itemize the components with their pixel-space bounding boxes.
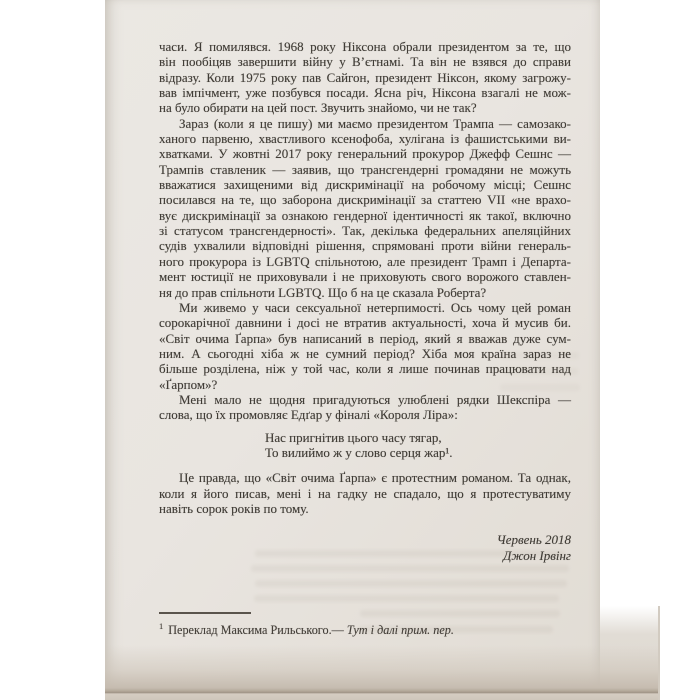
text-column — [159, 39, 571, 563]
text-line: Мені мало не щодня пригадуються улюблені рядки Шекспіра — — [179, 391, 571, 407]
signature-block — [159, 532, 571, 563]
text-line: мент юстиції не приховували і не приховують свого ворожого ставлен- — [159, 269, 571, 285]
verse-line: То вилиймо ж у слово серця жар¹. — [265, 444, 453, 460]
page-bottom-edge — [105, 645, 658, 700]
text-line: він пообіцяв завершити війну у В’єтнамі. Та він не взявся до справи — [159, 54, 571, 70]
text-line: Трампів ставленик — заявив, що трансгендерні громадяни не можуть — [159, 161, 571, 177]
footnote-rule — [159, 612, 251, 614]
verso-showthrough — [251, 565, 569, 572]
footnote-line — [159, 619, 571, 638]
footnote-citation: Переклад Максима Рильського.— — [168, 623, 347, 638]
text-line: Зараз (коли я це пишу) ми маємо президентом Трампа — самозако- — [179, 115, 571, 131]
body-blocks — [159, 39, 571, 516]
book-page — [105, 0, 600, 700]
verse-quote — [265, 430, 571, 461]
footnote-marker: 1 — [159, 621, 164, 631]
text-line: посилався на те, що заборона дискримінації за статтею VII «не врахо- — [159, 192, 571, 208]
text-line: відразу. Коли 1975 року пав Сайгон, президент Ніксон, якому загрожу- — [159, 69, 571, 85]
text-line: ханого парвеню, хвастливого ксенофоба, хулігана із фашистськими ви- — [159, 131, 571, 147]
footnote — [159, 612, 571, 638]
footnote-note: Тут і далі прим. пер. — [346, 623, 454, 638]
text-line: вує дискримінації за ознакою гендерної ідентичності як такої, включно — [159, 207, 571, 223]
signature-author: Джон Ірвінг — [503, 547, 571, 563]
text-line: коли я його писав, мені і на гадку не спадало, що я протестуватиму — [159, 485, 571, 501]
signature-date: Червень 2018 — [496, 532, 571, 548]
text-line: хватками. У жовтні 2017 року генеральний прокурор Джефф Сешнс — — [159, 146, 571, 162]
verso-showthrough — [254, 595, 559, 602]
text-line: вважатися захищеними від дискримінації на робочому місці; Сешнс — [159, 177, 571, 193]
text-line: сорокарічної давнини і досі не втратив актуальності, хоча й мусив би. — [159, 315, 571, 331]
paragraph — [159, 300, 571, 392]
text-line: часи. Я помилявся. 1968 року Ніксона обрали президентом за те, що — [159, 39, 571, 54]
text-line: зі статусом трансгендерності». Так, декілька федеральних апеляційних — [159, 223, 571, 239]
text-line: слова, що їх промовляє Едґар у фіналі «Короля Ліра»: — [159, 407, 458, 423]
paragraph — [159, 392, 571, 423]
text-line: Це правда, що «Світ очима Ґарпа» є протестним романом. Та однак, — [179, 470, 571, 486]
paragraph — [159, 470, 571, 516]
text-line: «Світ очима Ґарпа» був написаний в період, який я вважав дуже сум- — [159, 330, 571, 346]
paragraph — [159, 39, 571, 116]
text-line: вав імпічмент, уже позбувся посади. Ясна річ, Ніксона взагалі не мож- — [159, 85, 571, 101]
verse-line: Нас пригнітив цього часу тягар, — [265, 429, 442, 445]
text-line: ним. А сьогодні хіба ж не сумний період? Хіба моя країна зараз не — [159, 345, 571, 361]
text-line: «Ґарпом»? — [159, 376, 218, 392]
text-line: більше розділена, ніж у той час, коли я лише починав працювати над — [159, 361, 571, 377]
text-line: ного прокурора із LGBTQ спільнотою, але президент Трамп і Департа- — [159, 253, 571, 269]
text-line: Ми живемо у часи сексуальної нетерпимості. Ось чому цей роман — [179, 299, 571, 315]
verso-showthrough — [255, 580, 567, 587]
text-line: навіть сорок років по тому. — [159, 500, 309, 516]
paragraph — [159, 116, 571, 300]
text-line: на було обирати на цей пост. Звучить знайомо, чи не так? — [159, 100, 477, 116]
text-line: ня до прав спільноти LGBTQ. Що б на це сказала Роберта? — [159, 284, 487, 300]
text-line: судів ухвалили відповідні рішення, спрямовані проти війни генераль- — [159, 238, 571, 254]
